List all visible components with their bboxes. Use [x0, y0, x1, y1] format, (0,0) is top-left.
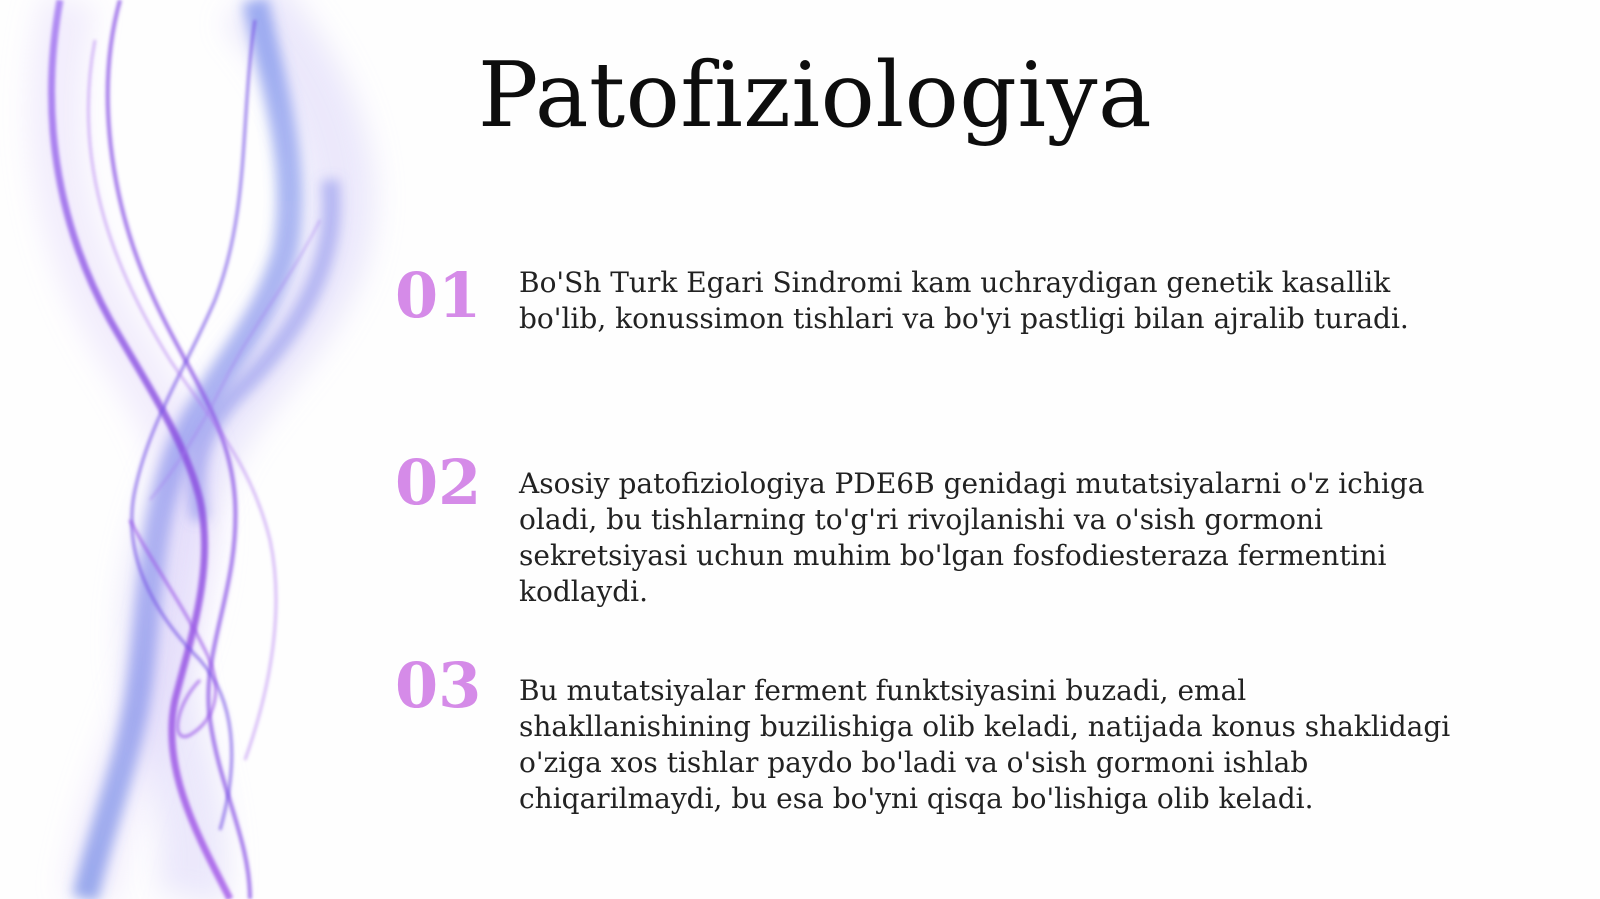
item-number: 02: [395, 446, 482, 519]
item-text: Asosiy patofiziologiya PDE6B genidagi mutatsiyalarni o'z ichiga oladi, bu tishlarning to'g'ri rivojlanishi va o'sish gormoni sekretsiyasi uchun muhim bo'lgan fosfodiesteraza fermentini kodlaydi.: [519, 467, 1425, 608]
item-text: Bo'Sh Turk Egari Sindromi kam uchraydigan genetik kasallik bo'lib, konussimon tishlari va bo'yi pastligi bilan ajralib turadi.: [519, 266, 1409, 335]
item-number: 01: [395, 259, 482, 332]
item-text: Bu mutatsiyalar ferment funktsiyasini buzadi, emal shakllanishining buzilishiga olib keladi, natijada konus shaklidagi o'ziga xos tishlar paydo bo'ladi va o'sish gormoni ishlab chiqarilmaydi, bu esa bo'yni qisqa bo'lishiga olib keladi.: [519, 674, 1451, 815]
item-number: 03: [395, 649, 482, 722]
page-title: Patofiziologiya: [477, 43, 1153, 148]
